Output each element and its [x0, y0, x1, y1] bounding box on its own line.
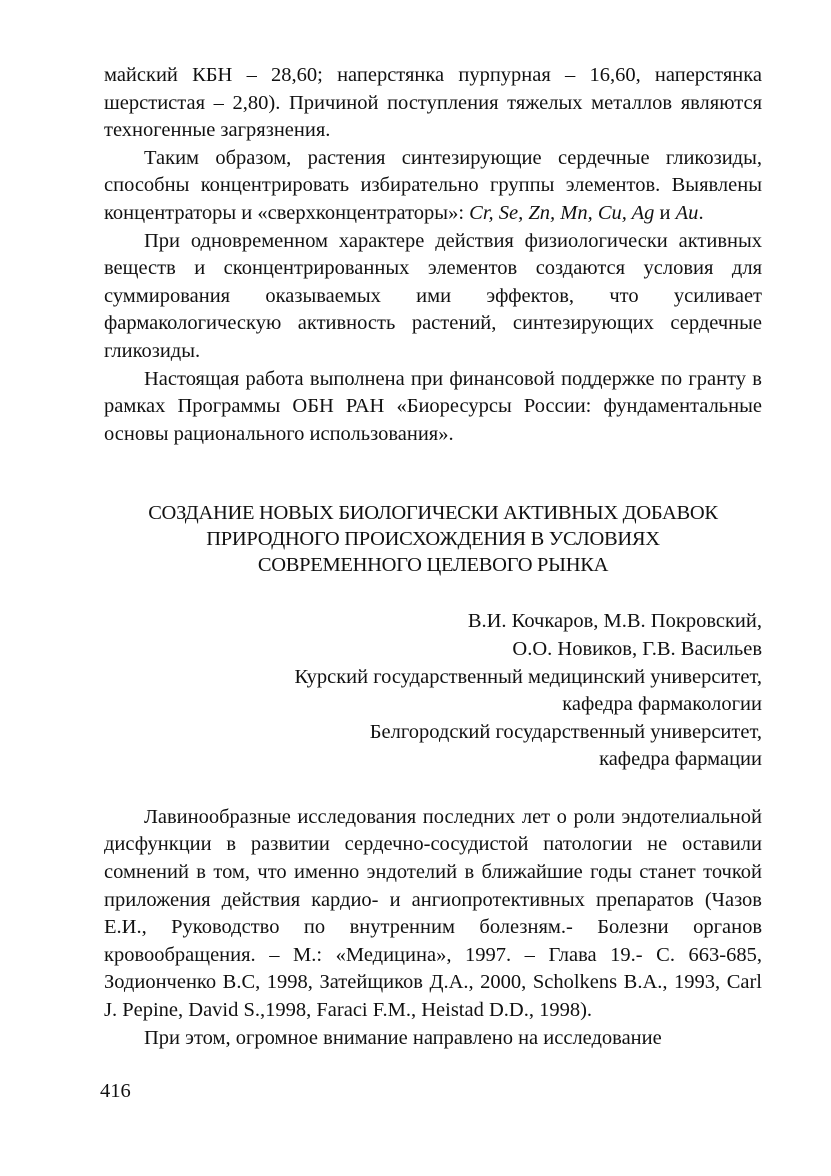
article-title-line-1: СОЗДАНИЕ НОВЫХ БИОЛОГИЧЕСКИ АКТИВНЫХ ДОБАВОК [148, 502, 718, 525]
page-body [104, 62, 762, 1052]
article-title-line-2: ПРИРОДНОГО ПРОИСХОЖДЕНИЯ В УСЛОВИЯХ [206, 528, 660, 551]
paragraph-continued: майский КБН – 28,60; наперстянка пурпурная – 16,60, наперстянка шерстистая – 2,80). Причиной поступления тяжелых металлов являются техногенные загрязнения. [104, 64, 762, 142]
page-number: 416 [100, 1080, 131, 1102]
affiliation-2-department: кафедра фармации [599, 748, 762, 771]
affiliation-2-university: Белгородский государственный университет, [369, 720, 762, 743]
authors-line-1: В.И. Кочкаров, М.В. Покровский, [467, 610, 762, 633]
authors-block [104, 608, 762, 774]
affiliation-1-department: кафедра фармакологии [562, 693, 762, 716]
authors-line-2: О.О. Новиков, Г.В. Васильев [512, 637, 762, 660]
conjunction-text: и [654, 201, 676, 224]
paragraph-funding: Настоящая работа выполнена при финансовой поддержке по гранту в рамках Программы ОБН РАН «Биоресурсы России: фундаментальные основы рационального использования». [104, 367, 762, 445]
element-symbols: Cr, Se, Zn, Mn, Cu, Ag [469, 201, 655, 224]
article-title-line-3: СОВРЕМЕННОГО ЦЕЛЕВОГО РЫНКА [257, 554, 609, 577]
paragraph-research-focus: При этом, огромное внимание направлено на исследование [144, 1026, 662, 1049]
sentence-end: . [698, 201, 704, 224]
affiliation-1-university: Курский государственный медицинский университет, [294, 665, 762, 688]
paragraph-concentrators-text: Таким образом, растения синтезирующие сердечные гликозиды, способны концентрировать избирательно группы элементов. Выявлены концентраторы и «сверхконцентраторы»: [104, 146, 762, 224]
article-title [104, 500, 762, 578]
article-body [104, 804, 762, 1052]
paragraph-synergy: При одновременном характере действия физиологически активных веществ и сконцентрированных элементов создаются условия для суммирования оказываемых ими эффектов, что усиливает фармакологическую активность растений, синтезирующих сердечные гликозиды. [104, 229, 762, 362]
paragraph-concentrators [104, 145, 762, 228]
paragraph-endothelium: Лавинообразные исследования последних лет о роли эндотелиальной дисфункции в развитии сердечно-сосудистой патологии не оставили сомнений в том, что именно эндотелий в ближайшие годы станет точкой приложения действия кардио- и ангиопротективных препаратов (Чазов Е.И., Руководство по внутренним болезням.- Болезни органов кровообращения. – М.: «Медицина», 1997. – Глава 19.- С. 663-685, Зодионченко В.С, 1998, Затейщиков Д.А., 2000, Scholkens B.A., 1993, Carl J. Pepine, David S.,1998, Faraci F.M., Heistad D.D., 1998). [104, 805, 762, 1022]
element-symbol-au: Au [675, 201, 699, 224]
